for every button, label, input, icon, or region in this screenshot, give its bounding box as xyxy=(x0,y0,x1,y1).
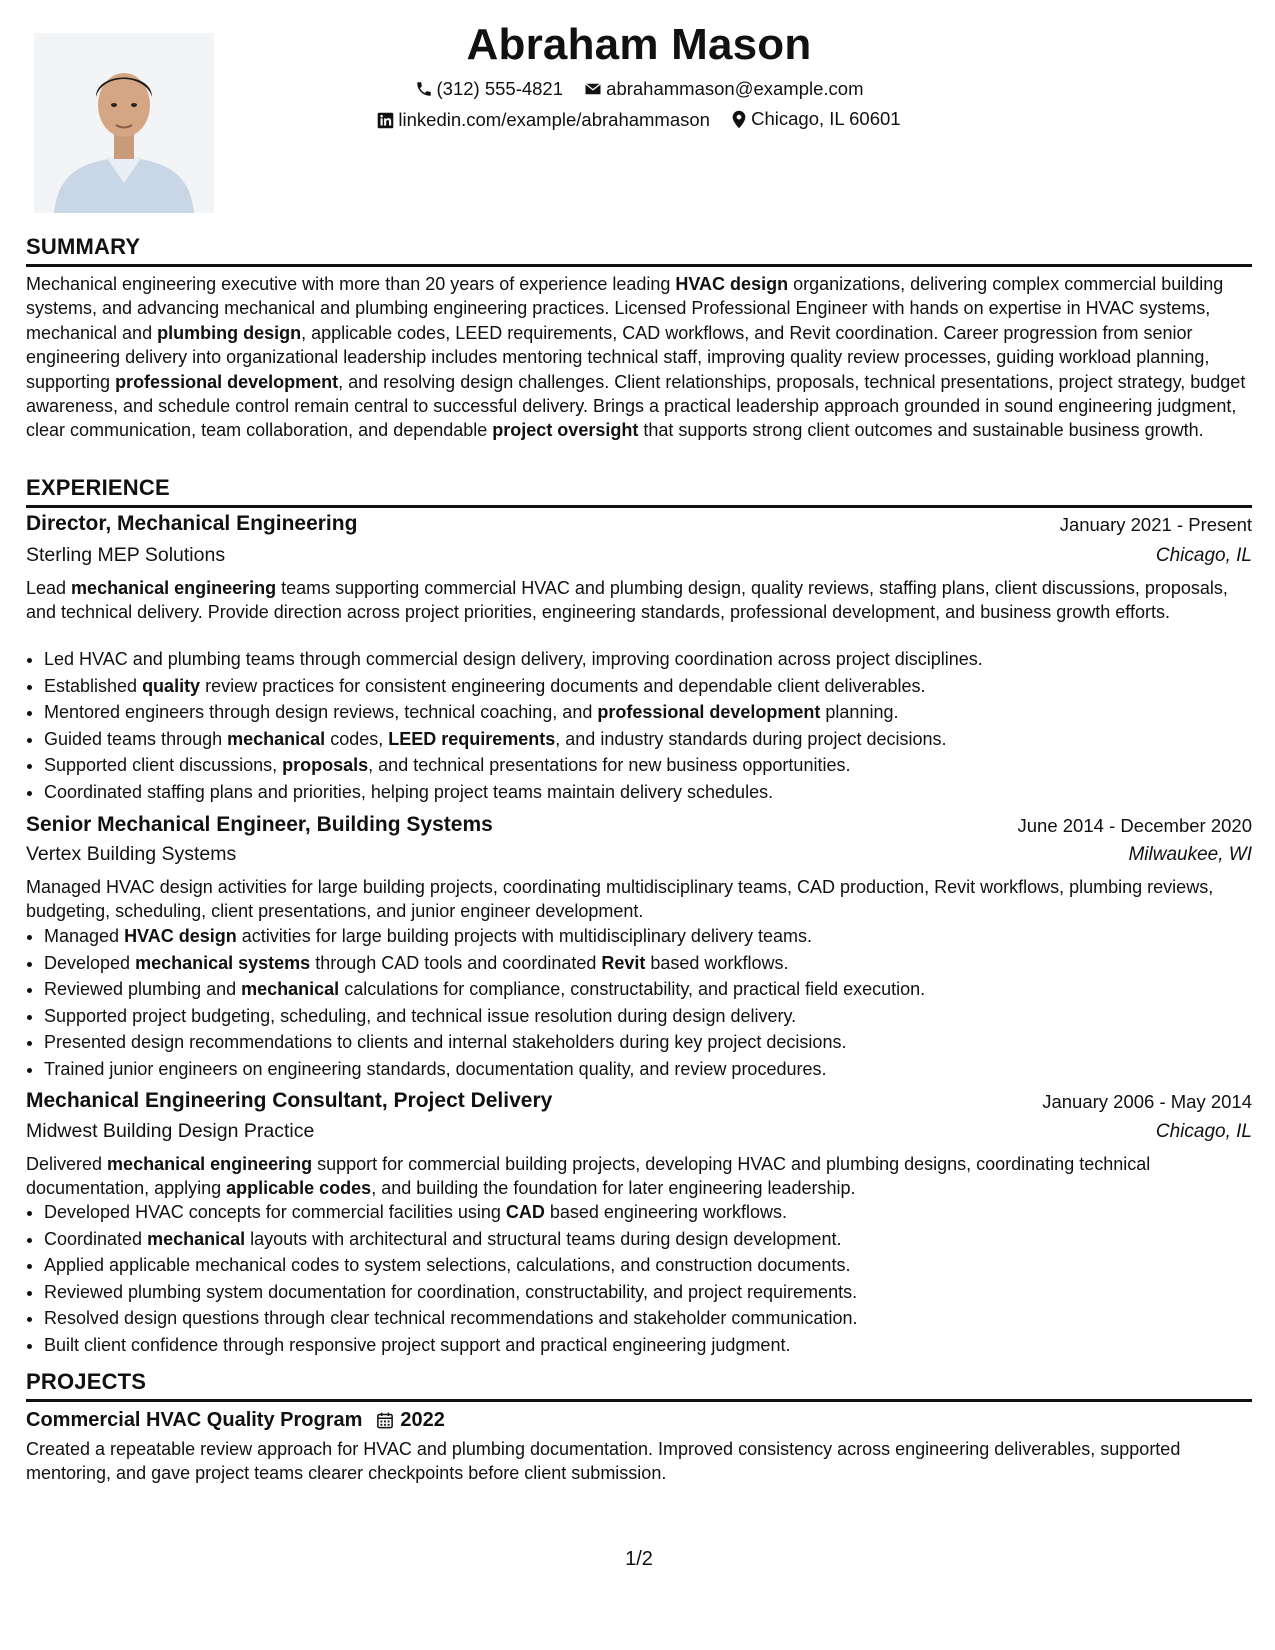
project-title-row xyxy=(26,1409,445,1432)
bullet-item xyxy=(44,976,1252,1003)
text-run: based engineering workflows. xyxy=(544,1202,787,1222)
emphasis-text: professional development xyxy=(597,702,821,722)
emphasis-text: LEED requirements xyxy=(388,728,556,749)
project-description: Created a repeatable review approach for HVAC and plumbing documentation. Improved consistency across engineering deliverables, supported mentoring, and gave project teams clearer checkpoints before client submission. xyxy=(26,1439,1181,1484)
experience-heading: EXPERIENCE xyxy=(26,475,1252,508)
project-year: 2022 xyxy=(400,1409,445,1431)
linkedin-contact[interactable] xyxy=(377,109,710,131)
project-title: Commercial HVAC Quality Program xyxy=(26,1409,363,1431)
bullet-item xyxy=(44,923,1252,950)
bullet-item xyxy=(44,779,1252,806)
bullet-item xyxy=(44,1279,1252,1306)
phone-contact[interactable] xyxy=(415,78,564,100)
job-location: Milwaukee, WI xyxy=(1128,844,1252,865)
text-run: support for commercial building projects, developing HVAC and plumbing designs, coordinating technical documentation, applying xyxy=(26,1154,1151,1199)
text-run: Mechanical engineering executive with more than 20 years of experience leading xyxy=(26,274,676,294)
linkedin-text: linkedin.com/example/abrahammason xyxy=(398,109,710,130)
text-run: Coordinated xyxy=(44,1228,148,1249)
email-text: abrahammason@example.com xyxy=(606,78,864,99)
job-title: Senior Mechanical Engineer, Building Systems xyxy=(26,813,493,836)
emphasis-text: plumbing design xyxy=(157,322,302,343)
text-run: calculations for compliance, constructability, and practical field execution. xyxy=(339,979,926,999)
page-number: 1/2 xyxy=(625,1548,653,1570)
candidate-name: Abraham Mason xyxy=(466,20,812,69)
job-location: Chicago, IL xyxy=(1155,545,1252,566)
projects-heading: PROJECTS xyxy=(26,1369,1252,1402)
text-run: Reviewed plumbing and xyxy=(44,979,242,999)
emphasis-text: mechanical xyxy=(227,728,326,749)
bullet-item xyxy=(44,646,1252,673)
text-run: Presented design recommendations to clients and internal stakeholders during key project decisions. xyxy=(44,1032,847,1052)
text-run: through CAD tools and coordinated xyxy=(310,952,602,973)
emphasis-text: HVAC design xyxy=(124,926,237,946)
text-run: organizations, delivering complex commercial building systems, and advancing mechanical and plumbing engineering practices. Licensed Professional Engineer with hands on expertise in HVAC systems, mechanical and xyxy=(26,274,1224,343)
text-run: activities for large building projects with multidisciplinary delivery teams. xyxy=(236,926,812,946)
text-run: Trained junior engineers on engineering standards, documentation quality, and review procedures. xyxy=(44,1058,827,1079)
bullet-item xyxy=(44,752,1252,779)
bullet-item xyxy=(44,673,1252,700)
bullet-item xyxy=(44,1332,1252,1359)
text-run: Reviewed plumbing system documentation for coordination, constructability, and project requirements. xyxy=(44,1281,858,1302)
text-run: layouts with architectural and structural teams during design development. xyxy=(245,1228,842,1249)
bullet-item xyxy=(44,1199,1252,1226)
text-run: Resolved design questions through clear technical recommendations and stakeholder communication. xyxy=(44,1308,858,1328)
emphasis-text: applicable codes xyxy=(226,1178,372,1199)
text-run: that supports strong client outcomes and sustainable business growth. xyxy=(638,420,1204,441)
text-run: , applicable codes, LEED requirements, CAD workflows, and Revit coordination. Career progression from senior engineering delivery into organizational leadership includes mentoring technical staff, improving quality review processes, guiding workload planning, supporting xyxy=(26,322,1210,392)
text-run: Delivered xyxy=(26,1154,108,1174)
emphasis-text: mechanical engineering xyxy=(107,1154,313,1174)
job-description xyxy=(26,576,1252,625)
bullet-item xyxy=(44,1056,1252,1083)
bullet-item xyxy=(44,699,1252,726)
envelope-icon xyxy=(584,80,602,98)
job-title: Director, Mechanical Engineering xyxy=(26,512,358,535)
bullet-item xyxy=(44,726,1252,753)
emphasis-text: Revit xyxy=(601,952,646,973)
emphasis-text: mechanical xyxy=(147,1228,246,1249)
resume-page xyxy=(26,0,1252,1650)
text-run: Managed HVAC design activities for large building projects, coordinating multidisciplinary teams, CAD production, Revit workflows, plumbing reviews, budgeting, scheduling, client presentations, and junior engineer development. xyxy=(26,877,1214,922)
map-pin-icon xyxy=(731,110,747,129)
summary-text xyxy=(26,272,1252,443)
emphasis-text: mechanical systems xyxy=(135,952,311,973)
contact-line-2 xyxy=(26,108,1252,134)
bullet-item xyxy=(44,1305,1252,1332)
text-run: Developed xyxy=(44,952,136,973)
text-run: Supported client discussions, xyxy=(44,755,283,775)
job-company: Sterling MEP Solutions xyxy=(26,544,226,566)
text-run: , and technical presentations for new business opportunities. xyxy=(368,755,851,775)
text-run: Supported project budgeting, scheduling, and technical issue resolution during design delivery. xyxy=(44,1005,797,1026)
text-run: , and resolving design challenges. Client relationships, proposals, technical presentations, project strategy, budget awareness, and schedule control remain central to successful delivery. Brings a practical leadership approach grounded in sound engineering judgment, clear communication, team collaboration, and dependable xyxy=(26,371,1246,441)
phone-icon xyxy=(415,80,433,98)
bullet-item xyxy=(44,1029,1252,1056)
emphasis-text: mechanical engineering xyxy=(71,578,277,598)
bullet-item xyxy=(44,1252,1252,1279)
text-run: Developed HVAC concepts for commercial facilities using xyxy=(44,1202,506,1222)
emphasis-text: quality xyxy=(142,675,201,696)
text-run: Mentored engineers through design reviews, technical coaching, and xyxy=(44,702,598,722)
text-run: Established xyxy=(44,675,143,696)
emphasis-text: mechanical xyxy=(241,979,340,999)
emphasis-text: HVAC design xyxy=(675,274,789,294)
text-run: planning. xyxy=(820,702,899,722)
job-company: Vertex Building Systems xyxy=(26,843,237,865)
text-run: Built client confidence through responsive project support and practical engineering judgment. xyxy=(44,1334,791,1355)
contact-line-1 xyxy=(26,78,1252,103)
text-run: Applied applicable mechanical codes to system selections, calculations, and construction documents. xyxy=(44,1255,851,1275)
text-run: , and building the foundation for later engineering leadership. xyxy=(371,1178,856,1199)
job-description xyxy=(26,875,1252,924)
phone-text: (312) 555-4821 xyxy=(436,78,564,99)
job-dates: January 2006 - May 2014 xyxy=(1042,1091,1252,1112)
text-run: Lead xyxy=(26,578,72,598)
emphasis-text: project oversight xyxy=(492,420,639,441)
job-bullets xyxy=(26,1199,1252,1358)
text-run: codes, xyxy=(325,728,389,749)
text-run: based workflows. xyxy=(645,952,789,973)
location-contact xyxy=(731,108,900,130)
job-dates: June 2014 - December 2020 xyxy=(1017,815,1252,836)
job-bullets xyxy=(26,646,1252,805)
text-run: Led HVAC and plumbing teams through commercial design delivery, improving coordination across project disciplines. xyxy=(44,649,983,669)
job-bullets xyxy=(26,923,1252,1082)
linkedin-icon xyxy=(377,112,394,129)
text-run: teams supporting commercial HVAC and plumbing design, quality reviews, staffing plans, client discussions, proposals, and technical delivery. Provide direction across project priorities, engineering standards, professional development, and business growth efforts. xyxy=(26,578,1228,623)
emphasis-text: proposals xyxy=(282,755,369,775)
email-contact[interactable] xyxy=(584,78,863,100)
job-dates: January 2021 - Present xyxy=(1059,514,1252,535)
bullet-item xyxy=(44,1003,1252,1030)
emphasis-text: CAD xyxy=(505,1202,545,1222)
summary-heading: SUMMARY xyxy=(26,234,1252,267)
emphasis-text: professional development xyxy=(115,371,339,392)
job-location: Chicago, IL xyxy=(1155,1121,1252,1142)
text-run: Coordinated staffing plans and priorities, helping project teams maintain delivery schedules. xyxy=(44,781,774,802)
job-title: Mechanical Engineering Consultant, Project Delivery xyxy=(26,1089,553,1112)
job-description xyxy=(26,1152,1252,1201)
calendar-icon xyxy=(376,1411,394,1430)
location-text: Chicago, IL 60601 xyxy=(751,108,901,129)
text-run: Managed xyxy=(44,926,125,946)
bullet-item xyxy=(44,1226,1252,1253)
bullet-item xyxy=(44,950,1252,977)
job-company: Midwest Building Design Practice xyxy=(26,1120,315,1142)
text-run: Guided teams through xyxy=(44,728,228,749)
text-run: , and industry standards during project decisions. xyxy=(555,728,947,749)
text-run: review practices for consistent engineering documents and dependable client deliverables. xyxy=(200,675,926,696)
